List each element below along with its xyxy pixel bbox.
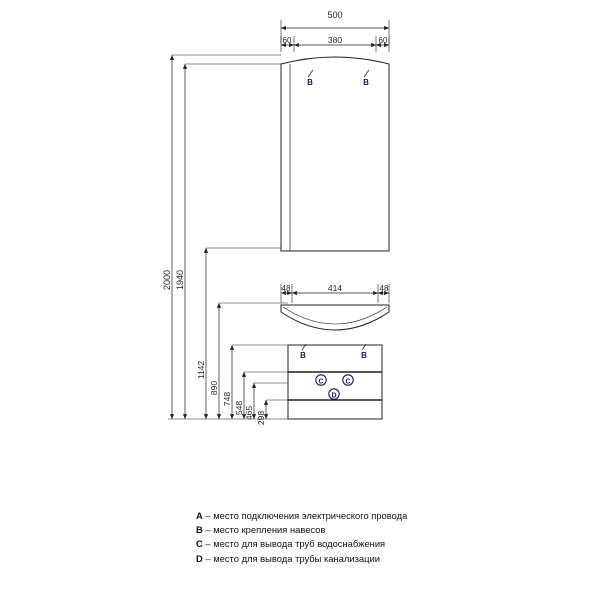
dim-label-548: 548 (234, 400, 244, 416)
dim-label-48-left: 48 (281, 284, 291, 293)
dim-label-500: 500 (327, 10, 343, 20)
mark-d: D (331, 392, 337, 400)
legend-text-b: – место крепления навесов (205, 524, 326, 536)
mark-c-right: C (345, 378, 351, 386)
dim-label-298: 298 (256, 410, 266, 426)
legend-text-a: – место подключения электрического провода (205, 510, 408, 521)
dim-label-48-right: 48 (379, 284, 389, 293)
washbasin-outline (281, 305, 389, 330)
legend-text-d: – место для вывода трубы канализации (205, 552, 380, 564)
mark-b-cabinet-right: B (363, 78, 369, 87)
dim-label-748: 748 (222, 391, 232, 407)
dim-label-1940: 1940 (175, 269, 185, 291)
dim-label-1142: 1142 (196, 360, 206, 380)
legend-key-a: A (196, 510, 203, 521)
legend-item-d (196, 552, 556, 566)
mark-b-vanity-right: B (361, 351, 367, 360)
legend-key-b: B (196, 524, 203, 536)
vertical-dimension-ladder (168, 55, 288, 419)
dim-label-380: 380 (327, 35, 343, 45)
legend-key-c: C (196, 538, 203, 550)
cabinet-outline (281, 57, 389, 251)
dim-label-60-right: 60 (378, 36, 388, 45)
mark-b-cabinet-left: B (307, 78, 313, 87)
legend-item-a (196, 509, 556, 523)
dim-label-465: 465 (244, 405, 254, 421)
dim-label-890: 890 (209, 380, 219, 396)
legend-text-c: – место для вывода труб водоснабжения (205, 538, 386, 550)
mark-c-left: C (318, 378, 324, 386)
legend-item-c (196, 537, 556, 551)
dim-label-60-left: 60 (282, 36, 292, 45)
legend (196, 509, 556, 566)
legend-item-b (196, 523, 556, 537)
legend-key-d: D (196, 552, 203, 564)
dim-label-414: 414 (327, 283, 343, 293)
mark-b-vanity-left: B (300, 351, 306, 360)
dim-label-2000: 2000 (162, 269, 172, 291)
